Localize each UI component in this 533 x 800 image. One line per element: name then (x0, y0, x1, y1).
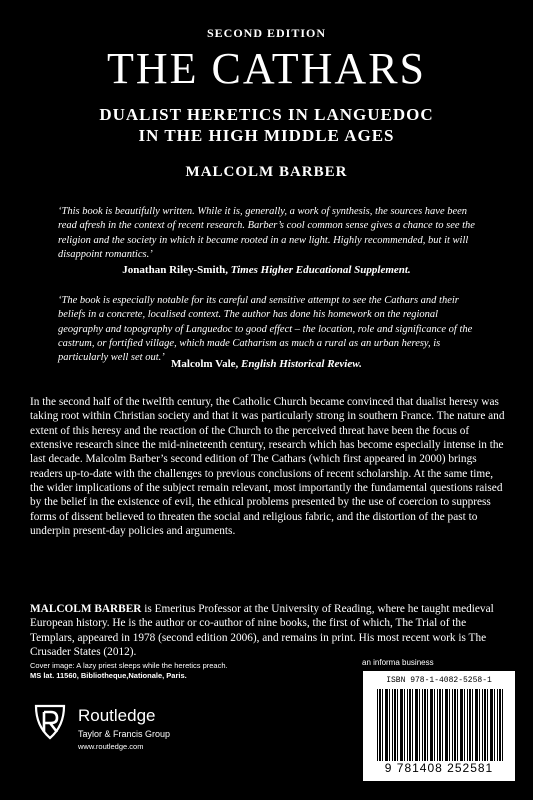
cover-credit-line-1: Cover image: A lazy priest sleeps while the heretics preach. (30, 661, 228, 670)
review-attribution-2 (0, 358, 533, 370)
review-source: Times Higher Educational Supplement. (230, 264, 411, 276)
review-source: English Historical Review. (241, 358, 362, 370)
reviewer-name: Malcolm Vale, (171, 358, 239, 370)
publisher-url[interactable]: www.routledge.com (78, 742, 144, 751)
author-bio (30, 602, 508, 659)
edition-label: SECOND EDITION (206, 26, 327, 40)
barcode-number: 9 781408 252581 (384, 761, 494, 775)
review-quote-2: ‘The book is especially notable for its careful and sensitive attempt to see the Cathars and their beliefs in a concrete, localised context. The author has done his homework on the regional geography and topography of Languedoc to good effect – the location, role and significance of the castrum, or fortified village, which made Catharism as much a rural as an urban heresy, is particularly well set out.’ (58, 295, 473, 364)
reviewer-name: Jonathan Riley-Smith, (122, 264, 229, 276)
isbn-barcode (363, 671, 515, 781)
author-bio-text: is Emeritus Professor at the University of Reading, where he taught medieval European history. He is the author or co-author of nine books, the first of which, The Trial of the Templars, appeared in 1978 (second edition 2006), and remains in print. His most recent work is The Crusader States (2012). (30, 603, 494, 659)
book-subtitle (0, 104, 533, 146)
subtitle-line-1: DUALIST HERETICS IN LANGUEDOC (99, 105, 434, 124)
author-name: MALCOLM BARBER (185, 164, 348, 180)
publisher-name: Routledge (78, 706, 156, 725)
informa-tagline: an informa business (362, 658, 434, 667)
book-title: THE CATHARS (106, 44, 427, 93)
cover-credit-line-2: MS lat. 11560, Bibliotheque,Nationale, Paris. (30, 671, 187, 680)
cover-image-credit (30, 661, 330, 681)
review-quote-1: ‘This book is beautifully written. While it is, generally, a work of synthesis, the sources have been read afresh in the context of recent research. Barber’s cool common sense gives a chance to see the religion and the society in which it became rooted in a new light. Highly recommended, but it will disappoint romantics.’ (58, 206, 475, 260)
author-bio-name: MALCOLM BARBER (30, 603, 142, 615)
isbn-label: ISBN 978-1-4082-5258-1 (386, 676, 492, 685)
book-description: In the second half of the twelfth century, the Catholic Church became convinced that dualist heresy was taking root within Christian society and that it was particularly strong in southern France. The nature and extent of this heresy and the reaction of the Church to the perceived threat have been the focus of extensive research since the mid-nineteenth century, research which has become especially intense in the last decade. Malcolm Barber’s second edition of The Cathars (which first appeared in 2000) brings readers up-to-date with the challenges to previous conclusions of recent scholarship. At the same time, the wider implications of the subject remain relevant, most importantly the fundamental questions raised by the belief in the existence of evil, the ethical problems presented by the use of coercion to suppress forms of dissent believed to threaten the social and religious fabric, and the distortion of the past to underpin present-day policies and arguments. (30, 396, 505, 538)
review-attribution-1 (0, 264, 533, 276)
barcode-bars-icon (377, 689, 505, 761)
routledge-logo-icon (30, 702, 70, 742)
publisher-group: Taylor & Francis Group (78, 729, 171, 739)
subtitle-line-2: IN THE HIGH MIDDLE AGES (138, 126, 395, 145)
